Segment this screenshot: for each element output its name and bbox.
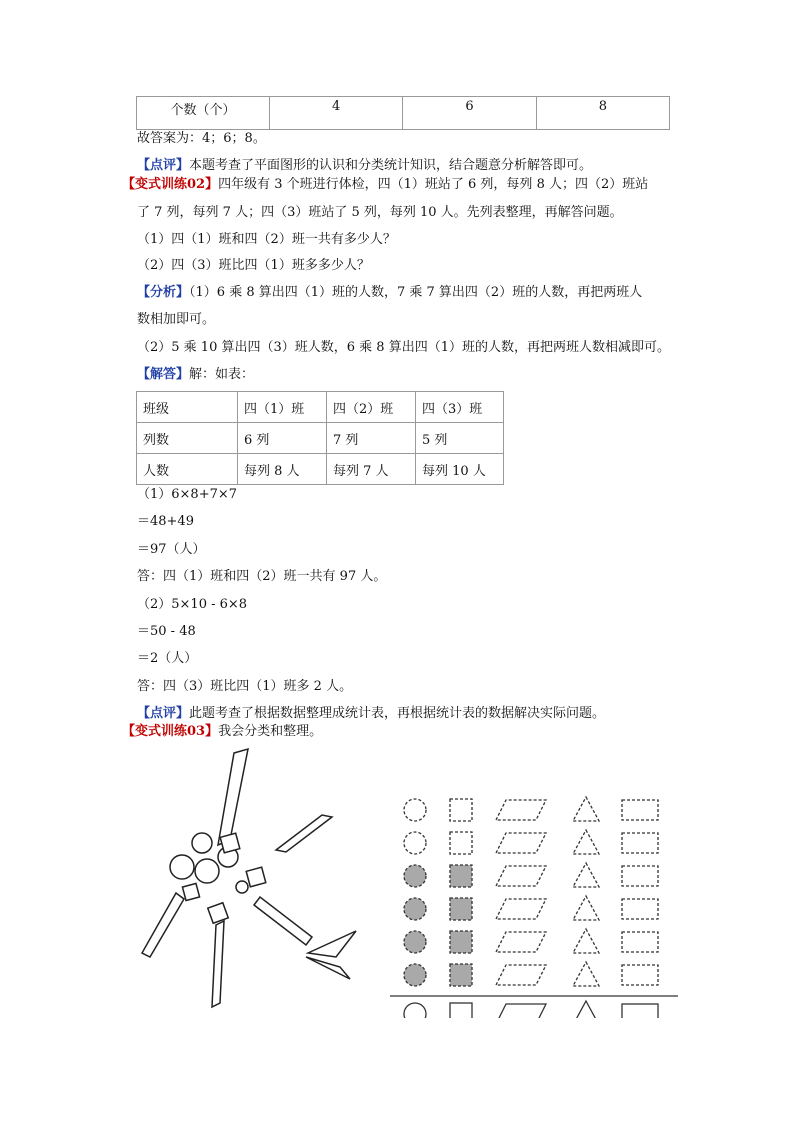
analysis-tag: 【分析】 (137, 285, 190, 300)
comment-text: 此题考查了根据数据整理成统计表，再根据统计表的数据解决实际问题。 (189, 706, 606, 721)
comment-tag: 【点评】 (137, 706, 190, 721)
parallelogram-cell (496, 833, 546, 853)
parallelogram-cell (496, 866, 546, 886)
square-cell (450, 931, 472, 953)
solution-text: 解：如表： (189, 367, 255, 382)
table-row (137, 392, 504, 423)
circle-shape (236, 881, 248, 893)
square-cell (450, 898, 472, 920)
table-header-cell: 四（3）班 (416, 392, 504, 423)
rectangle-cell (622, 833, 658, 853)
parallelogram-cell (496, 965, 546, 985)
variant-3 (122, 723, 322, 741)
count-cell: 8 (536, 97, 669, 130)
square-cell (450, 799, 472, 821)
calc-answer: 答：四（3）班比四（1）班多 2 人。 (137, 679, 353, 694)
long-parallelogram (212, 921, 224, 1007)
table-header-cell: 四（2）班 (327, 392, 416, 423)
count-table (136, 96, 670, 130)
parallelogram-cell (496, 800, 546, 820)
count-cell: 4 (270, 97, 403, 130)
parallelogram-cell (496, 1004, 546, 1018)
rectangle-cell (622, 866, 658, 886)
square-shape (182, 883, 199, 900)
parallelogram-cell (496, 899, 546, 919)
triangle-cell (573, 896, 599, 920)
calc-line: ＝48+49 (137, 514, 194, 529)
answer-line: 故答案为：4；6；8。 (137, 131, 266, 146)
circle-cell (404, 865, 426, 887)
table-header-cell: 四（1）班 (238, 392, 327, 423)
rectangle-cell (622, 800, 658, 820)
question-2: （2）四（3）班比四（1）班多多少人？ (137, 258, 370, 273)
analysis-line1 (137, 284, 642, 302)
table-cell: 人数 (137, 454, 238, 485)
rectangle-cell (622, 932, 658, 952)
circle-shape (170, 855, 194, 879)
triangle-cell (573, 1001, 599, 1018)
analysis-line3: （2）5 乘 10 算出四（3）班人数，6 乘 8 算出四（1）班的人数，再把两班人数相减即可。 (137, 340, 670, 355)
long-parallelogram (276, 815, 332, 852)
comment-2 (137, 705, 605, 723)
variant-tag: 【变式训练02】 (122, 177, 219, 192)
table-row (137, 97, 670, 130)
circle-cell (404, 1003, 426, 1018)
circle-cell (404, 964, 426, 986)
variant-tag: 【变式训练03】 (122, 724, 219, 739)
row-label: 个数（个） (137, 97, 270, 130)
table-header-cell: 班级 (137, 392, 238, 423)
triangle-cell (573, 962, 599, 986)
table-cell: 每列 10 人 (416, 454, 504, 485)
long-parallelogram (218, 749, 248, 845)
rectangle-cell (622, 1004, 658, 1018)
triangle-cell (573, 863, 599, 887)
solution-line (137, 366, 254, 384)
square-shape (220, 833, 240, 853)
table-row (137, 423, 504, 454)
analysis-line2: 数相加即可。 (137, 312, 216, 327)
long-parallelogram (142, 893, 184, 957)
triangle-shape (308, 931, 356, 957)
analysis-text: （1）6 乘 8 算出四（1）班的人数，7 乘 7 算出四（2）班的人数，再把两班人 (189, 285, 643, 300)
variant-text: 我会分类和整理。 (218, 724, 323, 739)
table-cell: 7 列 (327, 423, 416, 454)
square-cell (450, 1003, 472, 1018)
solution-tag: 【解答】 (137, 367, 190, 382)
long-rectangle (254, 897, 312, 945)
triangle-shape (306, 957, 350, 979)
calc-line: ＝50 - 48 (137, 624, 196, 639)
square-cell (450, 964, 472, 986)
question-1: （1）四（1）班和四（2）班一共有多少人？ (137, 232, 396, 247)
circle-shape (192, 833, 212, 853)
calc-answer: 答：四（1）班和四（2）班一共有 97 人。 (137, 569, 387, 584)
table-row (137, 454, 504, 485)
calc-line: ＝2（人） (137, 651, 198, 666)
shapes-figure (136, 745, 386, 1015)
square-shape (246, 867, 266, 887)
calc-line: （1）6×8+7×7 (137, 487, 238, 502)
circle-cell (404, 898, 426, 920)
square-shape (208, 903, 229, 924)
square-cell (450, 832, 472, 854)
square-cell (450, 865, 472, 887)
parallelogram-cell (496, 932, 546, 952)
table-cell: 6 列 (238, 423, 327, 454)
count-cell: 6 (403, 97, 536, 130)
circle-cell (404, 931, 426, 953)
rectangle-cell (622, 899, 658, 919)
variant-2-line2: 了 7 列，每列 7 人；四（3）班站了 5 列，每列 10 人。先列表整理，再解答问题。 (137, 205, 623, 220)
calc-line: （2）5×10 - 6×8 (137, 597, 248, 612)
rectangle-cell (622, 965, 658, 985)
table-cell: 5 列 (416, 423, 504, 454)
circle-cell (404, 799, 426, 821)
circle-shape (195, 859, 219, 883)
calc-line: ＝97（人） (137, 542, 206, 557)
table-cell: 每列 8 人 (238, 454, 327, 485)
variant-text: 四年级有 3 个班进行体检，四（1）班站了 6 列，每列 8 人；四（2）班站 (218, 177, 649, 192)
comment-1 (137, 157, 592, 175)
classification-pictograph (390, 788, 680, 1018)
triangle-cell (573, 929, 599, 953)
table-cell: 列数 (137, 423, 238, 454)
triangle-cell (573, 797, 599, 821)
class-table (136, 391, 504, 485)
table-cell: 每列 7 人 (327, 454, 416, 485)
circle-cell (404, 832, 426, 854)
comment-text: 本题考查了平面图形的认识和分类统计知识，结合题意分析解答即可。 (189, 158, 593, 173)
variant-2-line1 (122, 176, 648, 194)
triangle-cell (573, 830, 599, 854)
comment-tag: 【点评】 (137, 158, 190, 173)
